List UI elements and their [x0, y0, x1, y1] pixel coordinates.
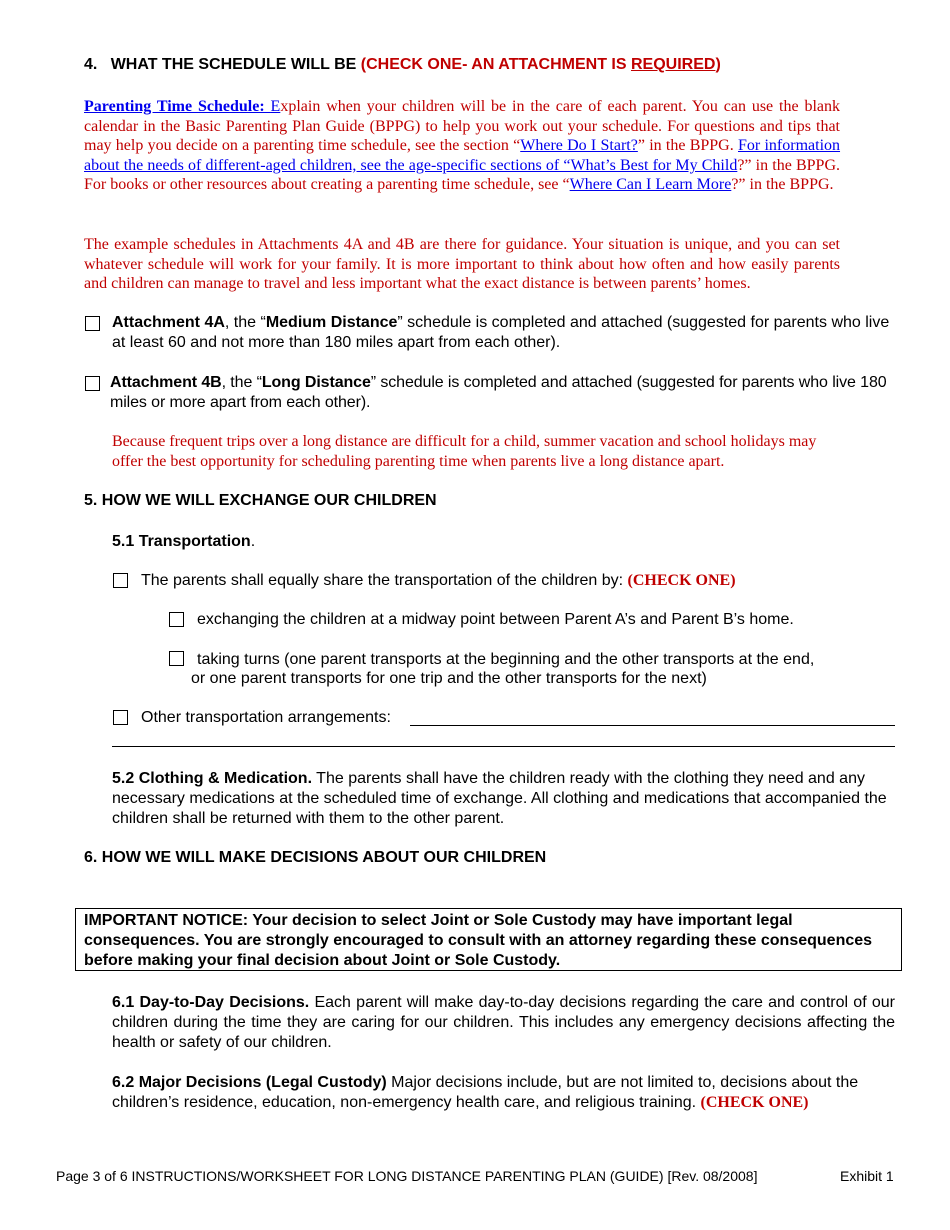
parenting-time-intro: Parenting Time Schedule: Explain when your children will be in the care of each parent. You can use the blank calendar in the Basic Parenting Plan Guide (BPPG) to help you work out your schedule. For questions and tips that may help you decide on a parenting time schedule, see the section “Where Do I Start?” in the BPPG. For information about the needs of different-aged children, see the age-specific sections of “What’s Best for My Child?” in the BPPG. For books or other resources about creating a parenting time schedule, see “Where Can I Learn More?” in the BPPG. [84, 98, 841, 194]
attachment-4b-checkbox[interactable] [85, 376, 100, 391]
taking-turns-checkbox[interactable] [169, 651, 184, 666]
transportation-subheading: 5.1 Transportation. [112, 533, 256, 550]
footer-exhibit-label: Exhibit 1 [840, 1168, 894, 1184]
day-to-day-decisions-paragraph: 6.1 Day-to-Day Decisions. Each parent will make day-to-day decisions regarding the care and control of our children during the time they are caring for our children. This includes any emergency decisions affecting the health or safety of our children. [112, 994, 895, 1051]
attachment-4a-option: Attachment 4A, the “Medium Distance” schedule is completed and attached (suggested for parents who live at least 60 and not more than 180 miles apart from each other). [112, 314, 890, 351]
important-notice-box: IMPORTANT NOTICE: Your decision to select Joint or Sole Custody may have important legal consequences. You are strongly encouraged to consult with an attorney regarding these consequences before making your final decision about Joint or Sole Custody. [75, 908, 902, 971]
example-schedules-paragraph: The example schedules in Attachments 4A and 4B are there for guidance. Your situation is unique, and you can set whatever schedule will work for your family. It is more important to think about how often and how easily parents and children can manage to travel and less important what the exact distance is between parents’ homes. [84, 236, 840, 293]
midway-exchange-checkbox[interactable] [169, 612, 184, 627]
attachment-4b-option: Attachment 4B, the “Long Distance” schedule is completed and attached (suggested for parents who live 180 miles or more apart from each other). [110, 374, 887, 411]
section-5-heading: 5. HOW WE WILL EXCHANGE OUR CHILDREN [84, 492, 437, 509]
other-transportation-input-line-2[interactable] [112, 746, 895, 747]
footer-page-info: Page 3 of 6 INSTRUCTIONS/WORKSHEET FOR LONG DISTANCE PARENTING PLAN (GUIDE) [Rev. 08/2008] [56, 1168, 758, 1184]
whats-best-for-my-child-link[interactable]: For information about the needs of different-aged children, see the age-specific sections of “What’s Best for My Child [84, 137, 841, 174]
taking-turns-option-line2: or one parent transports for one trip and the other transports for the next) [191, 670, 707, 687]
taking-turns-option-line1: taking turns (one parent transports at the beginning and the other transports at the end, [197, 651, 815, 668]
where-do-i-start-link[interactable]: Where Do I Start? [520, 137, 638, 155]
equal-share-option: The parents shall equally share the transportation of the children by: (CHECK ONE) [141, 572, 736, 589]
frequent-trips-note: Because frequent trips over a long distance are difficult for a child, summer vacation and school holidays may offer the best opportunity for scheduling parenting time when parents live a long distance apart. [112, 433, 817, 470]
other-transportation-checkbox[interactable] [113, 710, 128, 725]
other-transportation-label: Other transportation arrangements: [141, 709, 391, 726]
parenting-time-schedule-link[interactable]: Parenting Time Schedule: [84, 98, 271, 115]
where-can-i-learn-more-link[interactable]: Where Can I Learn More [569, 176, 732, 194]
attachment-4a-checkbox[interactable] [85, 316, 100, 331]
clothing-medication-paragraph: 5.2 Clothing & Medication. The parents shall have the children ready with the clothing they need and any necessary medications at the scheduled time of exchange. All clothing and medications that accompanied the children shall be returned with them to the other parent. [112, 770, 887, 827]
other-transportation-input-line-1[interactable] [410, 725, 895, 726]
section-6-heading: 6. HOW WE WILL MAKE DECISIONS ABOUT OUR CHILDREN [84, 849, 547, 866]
equal-share-checkbox[interactable] [113, 573, 128, 588]
midway-exchange-option: exchanging the children at a midway point between Parent A’s and Parent B’s home. [197, 611, 794, 628]
major-decisions-paragraph: 6.2 Major Decisions (Legal Custody) Major decisions include, but are not limited to, decisions about the children’s residence, education, non-emergency health care, and religious training. (CHECK ONE) [112, 1074, 859, 1111]
section-4-heading: 4. WHAT THE SCHEDULE WILL BE (CHECK ONE- AN ATTACHMENT IS REQUIRED) [84, 56, 721, 73]
